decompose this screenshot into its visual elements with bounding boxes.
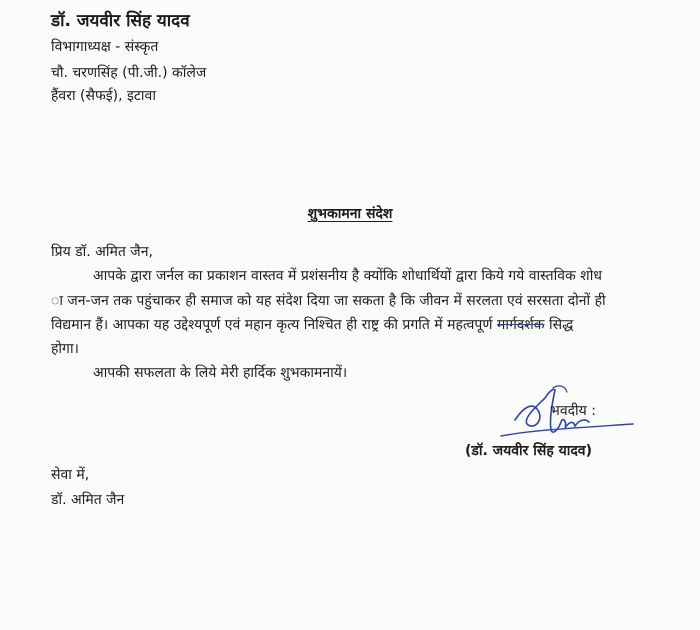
- letterhead-name: डॉ. जयवीर सिंह यादव: [51, 11, 190, 31]
- letterhead-designation: विभागाध्यक्ष - संस्कृत: [51, 39, 159, 55]
- body-line-4: होगा।: [51, 341, 79, 357]
- closing-signer-name: (डॉ. जयवीर सिंह यादव): [465, 443, 592, 459]
- body-line-3-start: विद्यमान हैं। आपका यह उद्देश्यपूर्ण एवं महान कृत्य निश्चित ही राष्ट्र की प्रगति में महत्वपूर्ण: [51, 317, 497, 333]
- letterhead-address: हैंवरा (सैफई), इटावा: [51, 88, 156, 104]
- body-line-3: [51, 315, 573, 334]
- body-line-3-struck-word: मार्गदर्शक: [496, 317, 545, 333]
- letterhead-college: चौ. चरणसिंह (पी.जी.) कॉलेज: [51, 65, 207, 81]
- body-line-1: आपके द्वारा जर्नल का प्रकाशन वास्तव में प्रशंसनीय है क्योंकि शोधार्थियों द्वारा किये गये वास्तविक शोध: [93, 268, 602, 284]
- letter-title: [0, 204, 700, 223]
- closing-bhavadiya: भवदीय :: [550, 403, 596, 419]
- wishes-line: आपकी सफलता के लिये मेरी हार्दिक शुभकामनायें।: [93, 365, 348, 381]
- recipient-name: डॉ. अमित जैन: [51, 492, 125, 508]
- recipient-seva-mein: सेवा में,: [51, 467, 90, 483]
- body-line-3-end: सिद्ध: [544, 317, 574, 333]
- body-line-2: ा जन-जन तक पहुंचाकर ही समाज को यह संदेश दिया जा सकता है कि जीवन में सरलता एवं सरसता दोनों ही: [51, 293, 606, 309]
- letter-title-text: शुभकामना संदेश: [307, 206, 393, 222]
- salutation: प्रिय डॉ. अमित जैन,: [51, 244, 153, 260]
